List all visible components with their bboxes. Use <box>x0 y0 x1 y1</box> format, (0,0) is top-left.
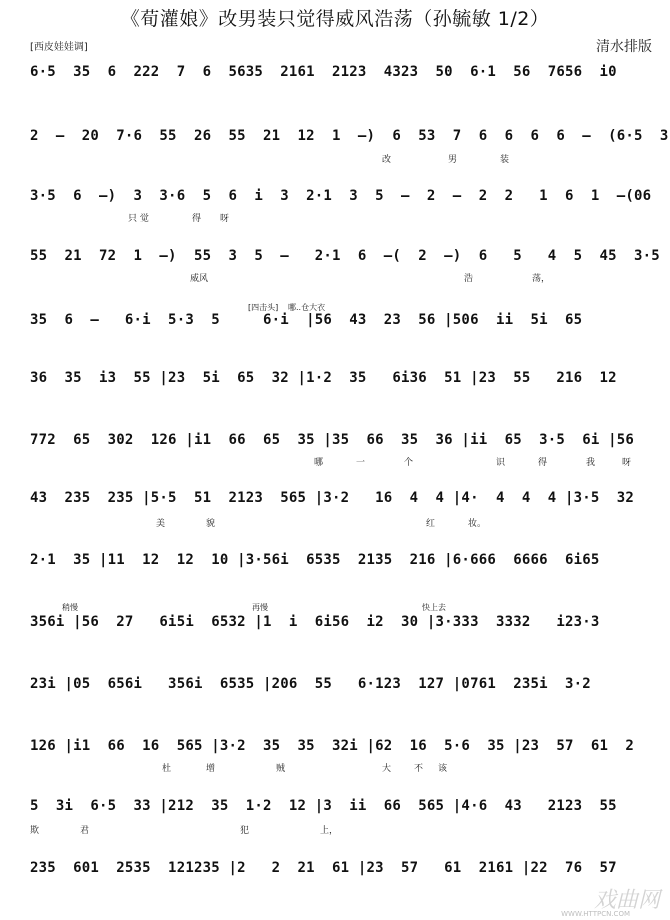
lyric-word: 犯 <box>240 826 250 836</box>
tempo-mark: 快上去 <box>422 603 446 612</box>
score-line: 55 21 72 1 —) 55 3 5 — 2·1 6 —( 2 —) 6 5 4 5 45 3·5 <box>30 248 660 264</box>
arranger-credit: 清水排版 <box>596 39 652 55</box>
score-line: 772 65 302 126 |i1 66 65 35 |35 66 35 36 |ii 65 3·5 6i |56 <box>30 432 635 448</box>
percussion-mark: [四击头] <box>248 303 279 312</box>
lyric-word: 个 <box>404 458 414 468</box>
lyric-word: 貌 <box>206 519 216 529</box>
tempo-mark: 再慢 <box>252 603 268 612</box>
score-line: 235 601 2535 121235 |2 2 21 61 |23 57 61 2161 |22 76 57 <box>30 860 617 876</box>
score-line: 2 — 20 7·6 55 26 55 21 12 1 —) 6 53 7 6 6 6 6 — (6·5 3 <box>30 128 669 144</box>
score-line: 6·5 35 6 222 7 6 5635 2161 2123 4323 50 6·1 56 7656 i0 <box>30 64 617 80</box>
score-line: 36 35 i3 55 |23 5i 65 32 |1·2 35 6i36 51 |23 55 216 12 <box>30 370 617 386</box>
lyric-word: 哪 <box>314 458 324 468</box>
tempo-mark: 稍慢 <box>62 603 78 612</box>
lyric-word: 大 <box>382 764 392 774</box>
lyric-word: 君 <box>80 826 90 836</box>
lyric-word: 只 觉 <box>128 214 149 224</box>
lyric-word: 妆。 <box>468 519 487 529</box>
lyric-word: 得 <box>192 214 202 224</box>
lyric-word: 美 <box>156 519 166 529</box>
lyric-word: 荡， <box>532 274 551 284</box>
score-line: 3·5 6 —) 3 3·6 5 6 i 3 2·1 3 5 — 2 — 2 2 1 6 1 —(06 <box>30 188 652 204</box>
lyric-word: 上， <box>320 826 339 836</box>
lyric-word: 欺 <box>30 826 40 836</box>
percussion-syllables: 哪..仓大衣 <box>288 303 326 312</box>
lyric-word: 威风 <box>190 274 209 284</box>
tune-tag: [西皮娃娃调] <box>30 42 88 53</box>
lyric-word: 呀 <box>220 214 230 224</box>
page-title: 《荀灌娘》改男装只觉得威风浩荡（孙毓敏 1/2） <box>120 8 550 30</box>
lyric-word: 一 <box>356 458 366 468</box>
lyric-word: 改 <box>382 155 392 165</box>
lyric-word: 识 <box>496 458 506 468</box>
lyric-word: 贼 <box>276 764 286 774</box>
lyric-word: 得 <box>538 458 548 468</box>
lyric-word: 红 <box>426 519 436 529</box>
score-line: 2·1 35 |11 12 12 10 |3·56i 6535 2135 216 |6·666 6666 6i65 <box>30 552 600 568</box>
lyric-word: 呀 <box>622 458 632 468</box>
score-line: 35 6 — 6·i 5·3 5 6·i |56 43 23 56 |506 ii 5i 65 <box>30 312 583 328</box>
score-line: 43 235 235 |5·5 51 2123 565 |3·2 16 4 4 |4· 4 4 4 |3·5 32 <box>30 490 635 506</box>
score-line: 5 3i 6·5 33 |212 35 1·2 12 |3 ii 66 565 |4·6 43 2123 55 <box>30 798 617 814</box>
score-line: 23i |05 656i 356i 6535 |206 55 6·123 127 |0761 235i 3·2 <box>30 676 591 692</box>
site-watermark: 戏曲网 <box>593 888 660 913</box>
lyric-word: 我 <box>586 458 596 468</box>
lyric-word: 装 <box>500 155 510 165</box>
lyric-word: 不 <box>414 764 424 774</box>
lyric-word: 杜 <box>162 764 172 774</box>
score-line: 356i |56 27 6i5i 6532 |1 i 6i56 i2 30 |3·333 3332 i23·3 <box>30 614 600 630</box>
score-line: 126 |i1 66 16 565 |3·2 35 35 32i |62 16 5·6 35 |23 57 61 2 <box>30 738 635 754</box>
lyric-word: 该 <box>438 764 448 774</box>
lyric-word: 男 <box>448 155 458 165</box>
lyric-word: 浩 <box>464 274 474 284</box>
lyric-word: 增 <box>206 764 216 774</box>
site-watermark-url: WWW.HTTPCN.COM <box>561 910 630 918</box>
